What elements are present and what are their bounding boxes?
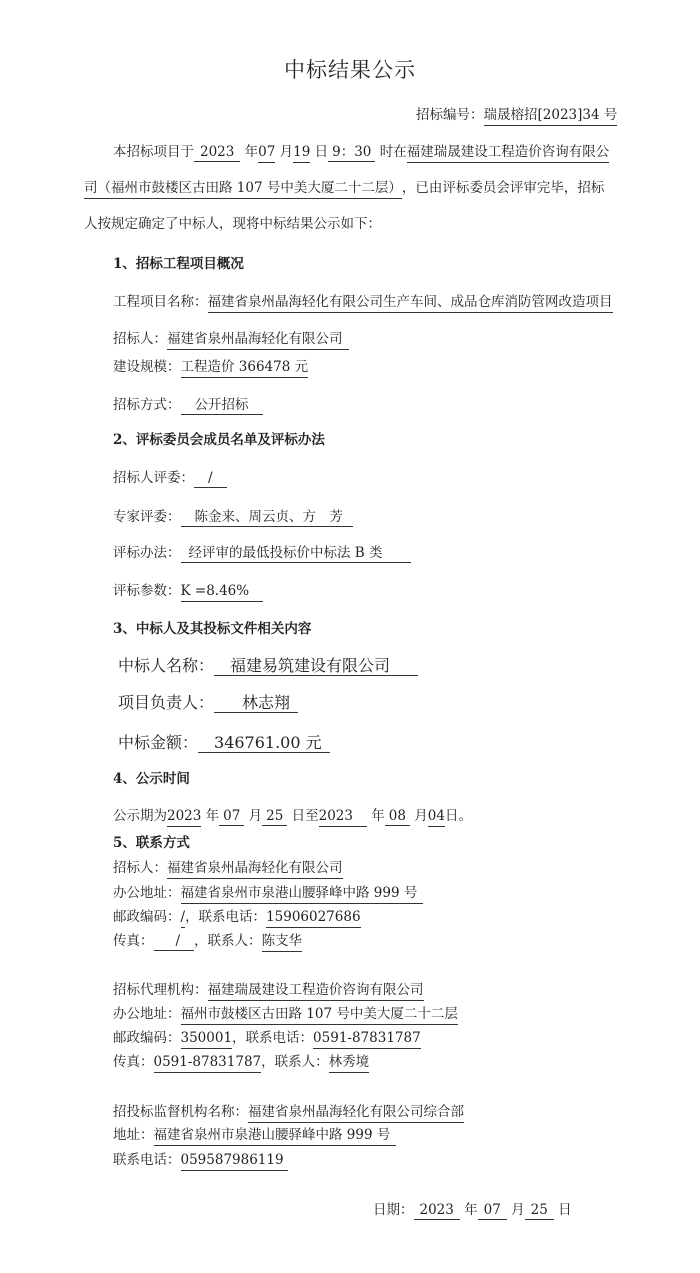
notice-date: 日期： 2023 年 07 月 25 日 <box>373 1202 572 1218</box>
project-manager: 项目负责人： 林志翔 <box>118 693 298 714</box>
intro-line-1: 本招标项目于 2023 年07 月19 日 9：30 时在福建瑞晟建设工程造价咨询有限公 <box>113 144 609 163</box>
intro-line-3: 人按规定确定了中标人，现将中标结果公示如下： <box>84 216 381 232</box>
section-5-heading: 5、联系方式 <box>113 835 190 851</box>
tenderer-reviewer: 招标人评委： / <box>113 470 227 488</box>
expert-reviewers: 专家评委： 陈金来、周云贞、方 芳 <box>113 509 353 527</box>
evaluation-parameter: 评标参数：K =8.46% <box>113 583 263 602</box>
winning-amount: 中标金额： 346761.00 元 <box>118 733 330 754</box>
page-title: 中标结果公示 <box>284 58 416 82</box>
winning-bidder: 中标人名称： 福建易筑建设有限公司 <box>118 656 418 677</box>
contact-address: 办公地址：福建省泉州市泉港山腰驿峰中路 999 号 <box>113 885 423 904</box>
construction-scale: 建设规模：工程造价 366478 元 <box>113 359 308 378</box>
section-3-heading: 3、中标人及其投标文件相关内容 <box>113 621 312 637</box>
bidding-method: 招标方式： 公开招标 <box>113 397 263 415</box>
agency-address: 办公地址：福州市鼓楼区古田路 107 号中美大厦二十二层 <box>113 1006 458 1025</box>
contact-zip-phone: 邮政编码：/，联系电话：15906027686 <box>113 909 361 928</box>
supervisor-address: 地址：福建省泉州市泉港山腰驿峰中路 999 号 <box>113 1127 396 1146</box>
bid-number: 招标编号：瑞晟榕招[2023]34 号 <box>416 107 617 126</box>
section-1-heading: 1、招标工程项目概况 <box>113 256 244 272</box>
section-4-heading: 4、公示时间 <box>113 771 190 787</box>
evaluation-method: 评标办法： 经评审的最低投标价中标法 B 类 <box>113 545 411 563</box>
project-name: 工程项目名称：福建省泉州晶海轻化有限公司生产车间、成品仓库消防管网改造项目 <box>113 294 613 313</box>
tenderer: 招标人：福建省泉州晶海轻化有限公司 <box>113 331 349 350</box>
section-2-heading: 2、评标委员会成员名单及评标办法 <box>113 432 325 448</box>
supervisor-name: 招投标监督机构名称：福建省泉州晶海轻化有限公司综合部 <box>113 1104 464 1123</box>
contact-fax: 传真： / ，联系人：陈支华 <box>113 933 302 952</box>
agency-zip-phone: 邮政编码：350001，联系电话：0591-87831787 <box>113 1030 421 1049</box>
supervisor-phone: 联系电话：059587986119 <box>113 1152 288 1171</box>
contact-tenderer: 招标人：福建省泉州晶海轻化有限公司 <box>113 860 343 879</box>
agency-fax: 传真：0591-87831787，联系人：林秀境 <box>113 1054 369 1073</box>
publicity-period: 公示期为2023 年 07 月 25 日至2023 年 08 月04日。 <box>113 808 472 827</box>
agency-name: 招标代理机构：福建瑞晟建设工程造价咨询有限公司 <box>113 982 424 1001</box>
intro-line-2: 司（福州市鼓楼区古田路 107 号中美大厦二十二层），已由评标委员会评审完毕，招标 <box>84 180 604 199</box>
